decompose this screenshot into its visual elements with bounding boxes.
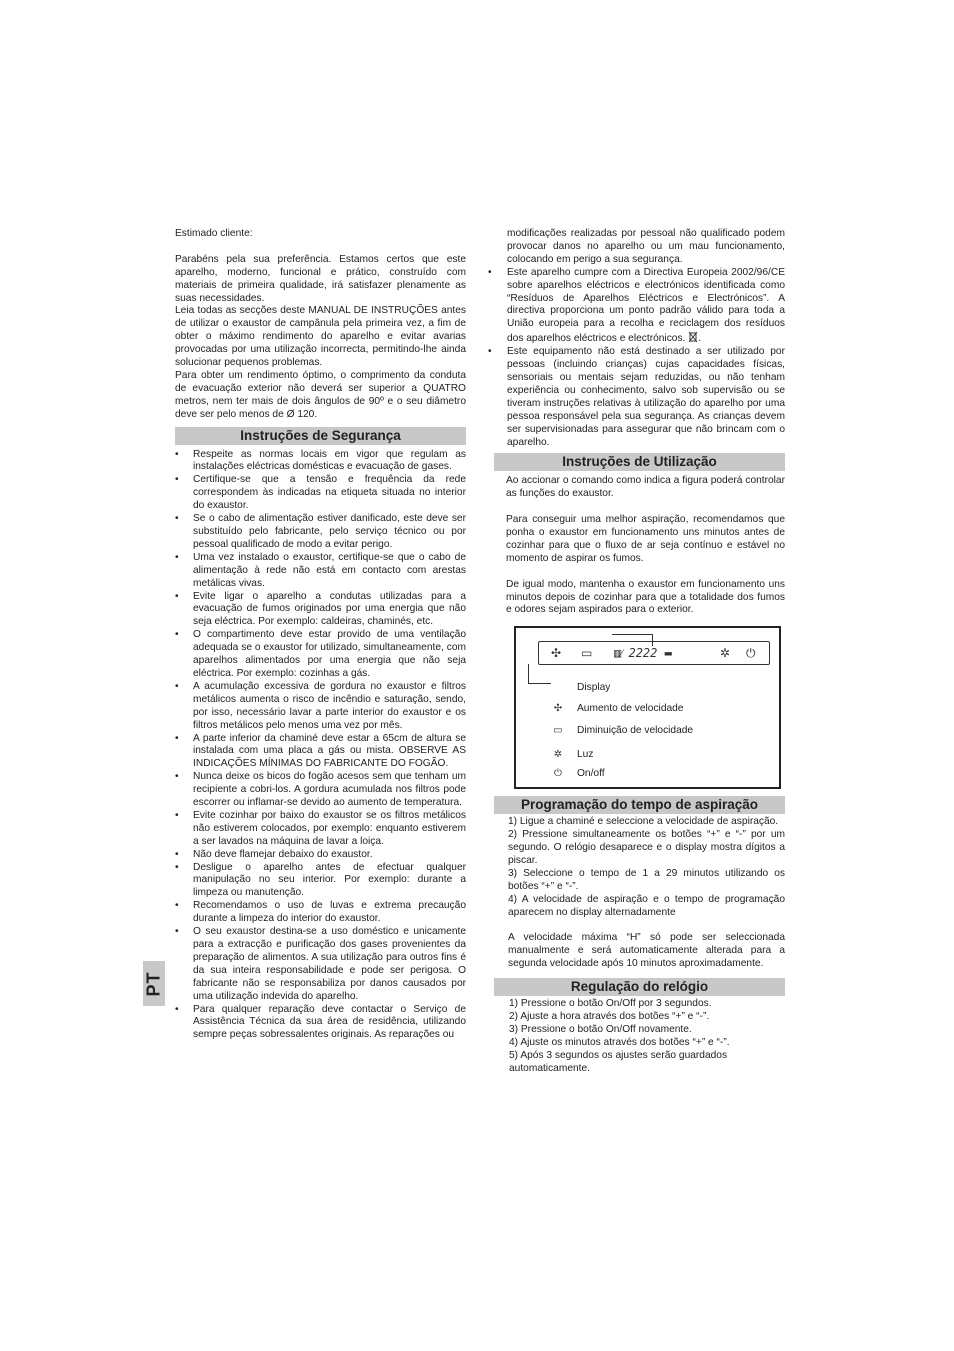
timer-step: 1) Ligue a chaminé e seleccione a velocidade de aspiração.: [508, 816, 779, 828]
safety-item: • Desligue o aparelho antes de efectuar qualquer manipulação no seu interior. Por exemplo: durante a limpeza ou manutenção.: [175, 862, 466, 901]
greeting: Estimado cliente:: [175, 228, 253, 239]
legend-light-label: Luz: [577, 749, 594, 761]
clock-step: 3) Pressione o botão On/Off novamente.: [509, 1024, 692, 1036]
legend-speed-up-label: Aumento de velocidade: [577, 703, 684, 715]
usage-paragraph-1: Ao accionar o comando como indica a figura poderá controlar as funções do exaustor.: [506, 475, 785, 500]
safety-item: • Se o cabo de alimentação estiver danificado, este deve ser substituído pelo fabricante, pelo serviço técnico ou por pessoal qualificado de modo a evitar perigo.: [175, 513, 466, 552]
safety-item: • Nunca deixe os bicos do fogão acesos sem que tenham um recipiente a cobri-los. A gordura acumulada nos filtros pode escorrer ou inflamar-se devido ao aumento de temperatura.: [175, 771, 466, 810]
display-leader-top: [612, 634, 652, 636]
clock-step: 1) Pressione o botão On/Off por 3 segundos.: [509, 998, 712, 1010]
usage-paragraph-3: De igual modo, mantenha o exaustor em funcionamento uns minutos depois de cozinhar para que a totalidade dos fumos e odores sejam aspirados para o exterior.: [506, 578, 785, 616]
safety-item: • Respeite as normas locais em vigor que regulam as instalações eléctricas domésticas e evacuação de gases.: [175, 449, 466, 475]
safety-item: • A acumulação excessiva de gordura no exaustor e filtros metálicos aumenta o risco de incêndio e saturação, sendo, por isso, necessário lavar a parte interior do exaustor e os filtros metálicos pelo menos uma vez por mês.: [175, 681, 466, 733]
legend-display-label: Display: [577, 682, 611, 694]
timer-steps: [494, 816, 785, 971]
timer-note: A velocidade máxima “H” só pode ser seleccionada manualmente e será automaticamente alterada para a segunda velocidade após 10 minutos aproximadamente.: [508, 932, 785, 970]
legend-speed-down-label: Diminuição de velocidade: [577, 725, 694, 737]
control-panel-figure: [514, 626, 781, 789]
language-tab-label: PT: [143, 970, 164, 997]
clock-heading: Regulação do relógio: [494, 978, 785, 996]
safety-item: • Certifique-se que a tensão e frequência da rede correspondem às indicadas na etiqueta situada no interior do exaustor.: [175, 474, 466, 513]
language-tab: [143, 961, 165, 1006]
legend-onoff-label: On/off: [577, 768, 605, 780]
clock-step: 5) Após 3 segundos os ajustes serão guardados automaticamente.: [509, 1049, 728, 1074]
timer-heading: Programação do tempo de aspiração: [494, 796, 785, 814]
timer-step: 3) Seleccione o tempo de 1 a 29 minutos utilizando os botões “+” e “-”.: [508, 867, 785, 892]
safety-heading: Instruções de Segurança: [175, 427, 466, 445]
directive-item: • Este equipamento não está destinado a ser utilizado por pessoas (incluindo crianças) cujas capacidades físicas, sensoriais ou mentais sejam reduzidas, ou não tenham experiência ou conhecimento, salvo sob supervisão ou se tiveram instruções relativas à utilização do aparelho por uma pessoa responsável pela sua segurança. As crianças devem ser supervisionadas para assegurar que não brincam com o aparelho.: [488, 346, 785, 449]
light-icon: ✲: [553, 749, 563, 761]
weee-text: Este aparelho cumpre com a Directiva Europeia 2002/96/CE sobre aparelhos eléctricos e electrónicos identificada como “Resíduos de Aparelhos Eléctricos e Electrónicos”. A directiva proporciona um ponto padrão válido para toda a União europeia para a recolha e reciclagem dos resíduos dos aparelhos eléctricos e electrónicos.: [507, 266, 785, 345]
display-leader-line: [528, 664, 551, 684]
safety-item: • Uma vez instalado o exaustor, certifique-se que o cabo de alimentação à rede não está em contacto com arestas metálicas vivas.: [175, 552, 466, 591]
clock-step: 4) Ajuste os minutos através dos botões “+” e “-”.: [509, 1036, 730, 1048]
directive-item: • Este aparelho cumpre com a Directiva Europeia 2002/96/CE sobre aparelhos eléctricos e electrónicos identificada como “Resíduos de Aparelhos Eléctricos e Electrónicos”. A directiva proporciona um ponto padrão válido para toda a União europeia para a recolha e reciclagem dos resíduos dos aparelhos eléctricos e electrónicos. .: [488, 267, 785, 346]
usage-heading: Instruções de Utilização: [494, 453, 785, 471]
safety-item: • Recomendamos o uso de luvas e extrema precaução durante a limpeza do interior do exaustor.: [175, 900, 466, 926]
clock-step: 2) Ajuste a hora através dos botões “+” e “-”.: [509, 1011, 710, 1023]
clock-steps: [494, 998, 785, 1075]
power-icon: ⏻: [553, 768, 563, 780]
plus-fan-icon: ✣: [551, 646, 562, 661]
timer-step: 2) Pressione simultaneamente os botões “+” e “-” por um segundo. O relógio desaparece e o display mostra dígitos a piscar.: [508, 829, 785, 867]
continuation-paragraph: modificações realizadas por pessoal não qualificado podem provocar danos no aparelho ou um mau funcionamento, colocando em perigo a sua segurança.: [507, 228, 785, 265]
light-icon: ✲: [720, 646, 731, 661]
crossed-bin-icon: [688, 331, 698, 343]
minus-fan-icon: ▭: [553, 725, 563, 737]
display-readout: ▥⁄ 2222 ▬: [614, 646, 672, 661]
safety-list: [175, 449, 466, 1043]
safety-item: • Evite ligar o aparelho a condutas utilizadas para a evacuação de fumos originados por uma energia que não seja eléctrica. Por exemplo: caldeiras, chaminés, etc.: [175, 591, 466, 630]
safety-item: • O compartimento deve estar provido de uma ventilação adequada se o exaustor for utilizado, simultaneamente, com aparelhos alimentados por uma energia que não seja eléctrica. Por exemplo: cozinhas a gás.: [175, 629, 466, 681]
safety-item: • Não deve flamejar debaixo do exaustor.: [175, 849, 466, 862]
timer-step: 4) A velocidade de aspiração e o tempo de programação aparecem no display alternadamente: [508, 893, 785, 918]
safety-item: • O seu exaustor destina-se a uso doméstico e unicamente para a extracção e purificação dos gases provenientes da preparação de alimentos. A sua utilização para outros fins é da sua inteira responsabilidade e pode ser perigosa. O fabricante não se responsabiliza por danos causados por uma utilização indevida do aparelho.: [175, 926, 466, 1003]
power-icon: ⏻: [746, 646, 756, 661]
usage-paragraph-2: Para conseguir uma melhor aspiração, recomendamos que ponha o exaustor em funcionamento uns minutos antes de cozinhar para que o fluxo de ar seja contínuo e estável no momento de aspirar os fumos.: [506, 514, 785, 564]
duct-note-paragraph: Para obter um rendimento óptimo, o comprimento da conduta de evacuação exterior não deverá ser superior a QUATRO metros, nem ter mais de dois ângulos de 90º e o seu diâmetro deve ser pelo menos de Ø 120.: [175, 369, 466, 420]
plus-fan-icon: ✣: [553, 703, 563, 715]
control-panel: [538, 641, 770, 665]
safety-item: • A parte inferior da chaminé deve estar a 65cm de altura se instalada com uma placa a gás ou mista. OBSERVE AS INDICAÇÕES MÍNIMAS DO FABRICANTE DO FOGÃO.: [175, 733, 466, 772]
display-digits: 2222: [628, 646, 658, 661]
display-leader-tick: [652, 634, 654, 646]
read-manual-paragraph: Leia todas as secções deste MANUAL DE INSTRUÇÕES antes de utilizar o exaustor de campânula pela primeira vez, a fim de obter o máximo rendimento do aparelho e evitar avarias provocadas por uma utilização incorrecta, permitindo-lhe ainda solucionar pequenos problemas.: [175, 305, 466, 369]
minus-fan-icon: ▭: [581, 646, 593, 661]
intro-paragraph: Parabéns pela sua preferência. Estamos certos que este aparelho, moderno, funcional e prático, construído com materiais de primeira qualidade, irá satisfazer plenamente as suas necessidades.: [175, 253, 466, 304]
right-column: [494, 228, 785, 1076]
directive-list: [488, 267, 785, 450]
safety-item: • Evite cozinhar por baixo do exaustor se os filtros metálicos não estiverem colocados, por exemplo: enquanto estiverem a ser lavados na máquina de lavar a loiça.: [175, 810, 466, 849]
left-column: [175, 228, 466, 1042]
safety-item: • Para qualquer reparação deve contactar o Serviço de Assistência Técnica da sua área de residência, utilizando sempre peças sobressalentes originais. As reparações ou: [175, 1004, 466, 1043]
